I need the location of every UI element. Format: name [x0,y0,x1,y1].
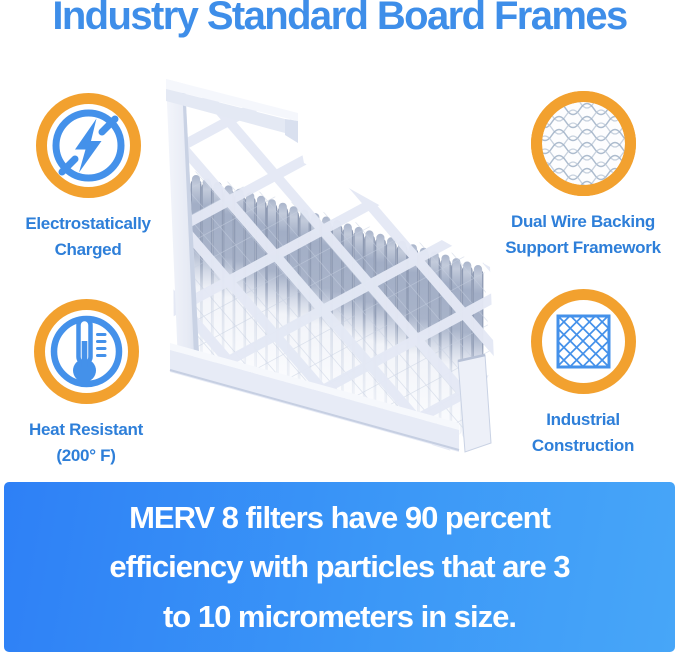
label-line: Industrial [546,410,620,429]
feature-electrostatic [0,92,176,262]
lightning-icon [35,92,142,199]
wire-mesh-icon [530,90,637,197]
label-line: Dual Wire Backing [510,212,655,231]
label-line: Charged [54,239,122,259]
banner-line-3: to 10 micrometers in size. [162,598,517,634]
feature-label-industrial [532,407,634,458]
label-line: Electrostatically [25,214,151,233]
feature-wire-backing [492,90,674,260]
banner-line-1: MERV 8 filters have 90 percent [129,499,550,535]
feature-industrial [492,288,674,458]
label-line: (200° F) [56,445,116,465]
thermometer-icon [33,298,140,405]
feature-label-electrostatic [25,211,150,262]
lattice-grid-icon [530,288,637,395]
banner-line-2: efficiency with particles that are 3 [109,549,570,585]
label-line: Heat Resistant [29,420,143,439]
merv-banner [4,482,675,652]
feature-label-heat-resistant [29,417,143,468]
pleated-filter-illustration [158,58,503,472]
air-filter-image [158,58,503,472]
feature-label-wire-backing [505,209,660,260]
page-title: Industry Standard Board Frames [52,0,627,38]
feature-heat-resistant [0,298,172,468]
label-line: Support Framework [505,237,661,257]
label-line: Construction [531,435,635,455]
